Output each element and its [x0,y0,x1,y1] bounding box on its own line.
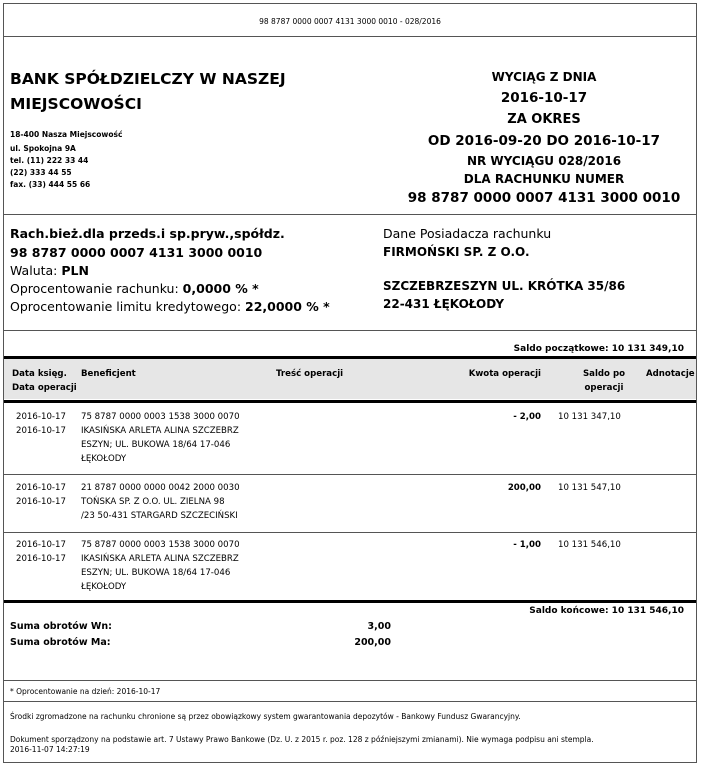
owner-label: Dane Posiadacza rachunku [383,226,552,241]
bank-name-line1: BANK SPÓŁDZIELCZY W NASZEJ [10,70,286,88]
owner-name: FIRMOŃSKI SP. Z O.O. [383,245,530,259]
statement-period: OD 2016-09-20 DO 2016-10-17 [427,133,661,149]
bank-statement-document [3,3,697,763]
interest-label: Oprocentowanie rachunku: [10,281,183,296]
legal-note: Dokument sporządzony na podstawie art. 7 Ustawy Prawo Bankowe (Dz. U. z 2015 r. poz. 128 z późniejszymi zmianami). Nie wymaga podpisu ani stempla. [10,735,594,744]
total-credit-label: Suma obrotów Ma: [10,637,111,648]
bank-address-line: ul. Spokojna 9A [10,144,76,153]
table-row [16,538,66,566]
closing-balance: Saldo końcowe: 10 131 546,10 [529,606,684,616]
header-description: Treść operacji [276,369,344,379]
divider [4,214,696,215]
header-notes: Adnotacje [646,369,695,379]
statement-account-number: 98 8787 0000 0007 4131 3000 0010 [407,190,681,206]
credit-interest-label: Oprocentowanie limitu kredytowego: [10,299,246,314]
account-interest [10,281,259,296]
statement-account-label: DLA RACHUNKU NUMER [463,172,625,186]
header-balance-line1: Saldo po [582,369,626,379]
header-bottom-rule [4,400,696,403]
header-balance-line2: operacji [584,383,624,393]
bank-name-line2: MIEJSCOWOŚCI [10,95,142,113]
header-booking-date: Data księg. [12,369,67,379]
statement-date: 2016-10-17 [500,90,588,106]
row-balance: 10 131 546,10 [558,540,621,550]
row-amount: - 1,00 [513,540,541,550]
row-balance: 10 131 547,10 [558,483,621,493]
beneficiary-line: 75 8787 0000 0003 1538 3000 0070 [81,412,240,422]
divider [4,330,696,331]
interest-date-note: * Oprocentowanie na dzień: 2016-10-17 [10,687,161,696]
divider [4,701,696,702]
table-row [16,410,66,438]
header-operation-date: Data operacji [12,383,77,393]
opening-balance: Saldo początkowe: 10 131 349,10 [513,344,684,354]
header-balance [569,367,639,395]
total-debit-value: 3,00 [367,621,391,632]
beneficiary-line: IKASIŃSKA ARLETA ALINA SZCZEBRZ [81,426,239,436]
row-booking-date: 2016-10-17 [16,483,66,493]
interest-value: 0,0000 % * [182,281,259,296]
account-credit-interest [10,299,330,314]
row-amount: - 2,00 [513,412,541,422]
credit-interest-value: 22,0000 % * [245,299,330,314]
row-divider [4,474,696,475]
bank-address-line: 18-400 Nasza Miejscowość [10,130,123,139]
row-amount: 200,00 [507,483,541,493]
row-divider [4,532,696,533]
currency-label: Waluta: [10,263,62,278]
account-currency [10,263,89,278]
row-beneficiary [81,538,240,594]
deposit-guarantee-note: Środki zgromadzone na rachunku chronione są przez obowiązkowy system gwarantowania depozytów - Bankowy Fundusz Gwarancyjny. [10,712,521,721]
divider [4,36,696,37]
row-beneficiary [81,410,240,466]
beneficiary-line: 21 8787 0000 0000 0042 2000 0030 [81,483,240,493]
total-debit-label: Suma obrotów Wn: [10,621,112,632]
beneficiary-line: ŁĘKOŁODY [81,454,127,464]
beneficiary-line: /23 50-431 STARGARD SZCZECIŃSKI [81,511,238,521]
row-operation-date: 2016-10-17 [16,497,66,507]
row-operation-date: 2016-10-17 [16,426,66,436]
header-amount: Kwota operacji [468,369,541,379]
bank-phone-line: tel. (11) 222 33 44 [10,156,89,165]
statement-title: WYCIĄG Z DNIA [491,70,597,84]
row-booking-date: 2016-10-17 [16,412,66,422]
row-operation-date: 2016-10-17 [16,554,66,564]
row-balance: 10 131 347,10 [558,412,621,422]
header-date [12,367,77,395]
table-row [16,481,66,509]
beneficiary-line: IKASIŃSKA ARLETA ALINA SZCZEBRZ [81,554,239,564]
divider [4,680,696,681]
owner-address-line2: 22-431 ŁĘKOŁODY [383,297,505,311]
owner-address-line1: SZCZEBRZESZYN UL. KRÓTKA 35/86 [383,279,626,293]
beneficiary-line: ESZYN; UL. BUKOWA 18/64 17-046 [81,568,231,578]
statement-period-label: ZA OKRES [507,112,581,127]
account-type: Rach.bież.dla przeds.i sp.pryw.,spółdz. [10,226,285,241]
row-booking-date: 2016-10-17 [16,540,66,550]
beneficiary-line: ESZYN; UL. BUKOWA 18/64 17-046 [81,440,231,450]
statement-number: NR WYCIĄGU 028/2016 [466,154,622,168]
beneficiary-line: ŁĘKOŁODY [81,582,127,592]
total-credit-value: 200,00 [354,637,391,648]
row-beneficiary [81,481,240,523]
bank-fax-line: fax. (33) 444 55 66 [10,180,91,189]
beneficiary-line: 75 8787 0000 0003 1538 3000 0070 [81,540,240,550]
account-number: 98 8787 0000 0007 4131 3000 0010 [10,245,263,260]
generation-timestamp: 2016-11-07 14:27:19 [10,745,90,754]
bank-phone-line: (22) 333 44 55 [10,168,72,177]
currency-value: PLN [61,263,89,278]
beneficiary-line: TOŃSKA SP. Z O.O. UL. ZIELNA 98 [81,497,225,507]
header-beneficiary: Beneficjent [81,369,136,379]
table-bottom-rule [4,600,696,603]
document-reference: 98 8787 0000 0007 4131 3000 0010 - 028/2016 [259,17,441,26]
